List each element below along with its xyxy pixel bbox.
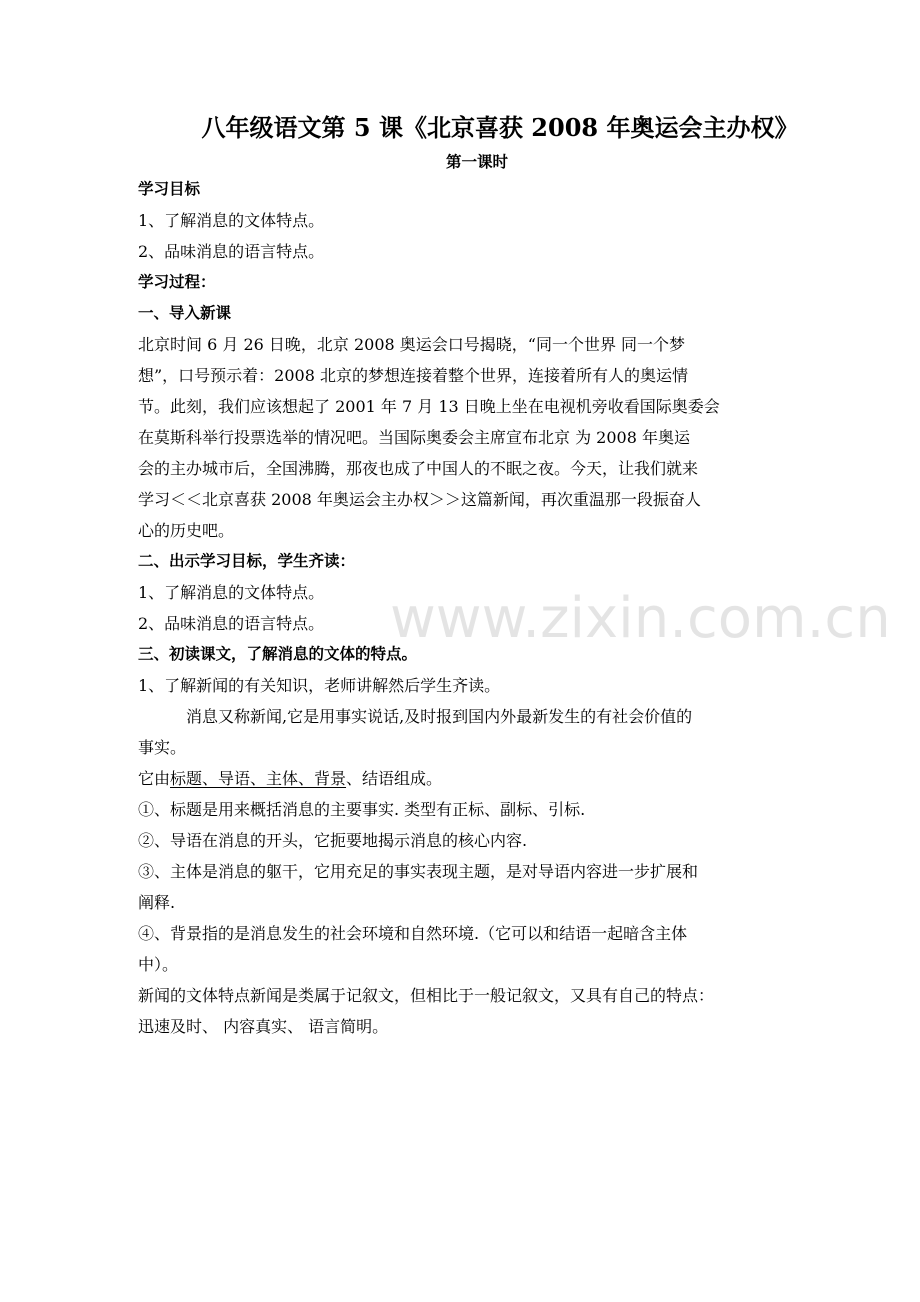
goal-item: 1、了解消息的文体特点。 xyxy=(138,211,325,230)
heading-learning-process: 学习过程： xyxy=(138,273,216,291)
list-item: ④、背景指的是消息发生的社会环境和自然环境.（它可以和结语一起暗含主体 xyxy=(138,924,688,943)
goal-item: 1、了解消息的文体特点。 xyxy=(138,583,325,602)
list-item: ②、导语在消息的开头，它扼要地揭示消息的核心内容. xyxy=(138,831,528,850)
paragraph-line: 消息又称新闻,它是用事实说话,及时报到国内外最新发生的有社会价值的 xyxy=(186,707,693,726)
components-line: 它由标题、导语、主体、背景、结语组成。 xyxy=(138,769,443,788)
paragraph-line: 新闻的文体特点新闻是类属于记叙文，但相比于一般记叙文，又具有自己的特点： xyxy=(138,986,715,1005)
document-title: 八年级语文第 5 课《北京喜获 2008 年奥运会主办权》 xyxy=(201,113,799,142)
paragraph-line: 阐释. xyxy=(138,893,176,912)
section-heading: 三、初读课文，了解消息的文体的特点。 xyxy=(138,645,418,663)
paragraph-line: 迅速及时、 内容真实、 语言简明。 xyxy=(138,1017,389,1036)
paragraph-line: 想”，口号预示着：2008 北京的梦想连接着整个世界，连接着所有人的奥运情 xyxy=(138,366,688,385)
paragraph-line: 中）。 xyxy=(138,955,179,974)
paragraph-line: 节。此刻，我们应该想起了 2001 年 7 月 13 日晚上坐在电视机旁收看国际奥委会 xyxy=(138,397,720,416)
paragraph-line: 在莫斯科举行投票选举的情况吧。当国际奥委会主席宣布北京 为 2008 年奥运 xyxy=(138,428,690,447)
paragraph-line: 心的历史吧。 xyxy=(138,521,235,540)
goal-item: 2、品味消息的语言特点。 xyxy=(138,242,325,261)
paragraph-line: 学习＜＜北京喜获 2008 年奥运会主办权＞＞这篇新闻，再次重温那一段振奋人 xyxy=(138,490,701,509)
section-heading: 一、导入新课 xyxy=(138,304,232,322)
heading-learning-goals: 学习目标 xyxy=(138,180,201,198)
list-item: 1、了解新闻的有关知识，老师讲解然后学生齐读。 xyxy=(138,676,501,695)
paragraph-line: 北京时间 6 月 26 日晚，北京 2008 奥运会口号揭晓，“同一个世界 同一个梦 xyxy=(138,335,686,354)
document-body xyxy=(138,174,784,1042)
document-subtitle: 第一课时 xyxy=(445,153,508,171)
section-heading: 二、出示学习目标，学生齐读： xyxy=(138,552,356,570)
paragraph-line: 事实。 xyxy=(138,738,187,757)
paragraph-line: 会的主办城市后，全国沸腾，那夜也成了中国人的不眠之夜。今天，让我们就来 xyxy=(138,459,699,478)
watermark: www.zixin.com.cn xyxy=(390,586,891,651)
goal-item: 2、品味消息的语言特点。 xyxy=(138,614,325,633)
list-item: ①、标题是用来概括消息的主要事实. 类型有正标、副标、引标. xyxy=(138,800,586,819)
list-item: ③、主体是消息的躯干，它用充足的事实表现主题，是对导语内容进一步扩展和 xyxy=(138,862,699,881)
